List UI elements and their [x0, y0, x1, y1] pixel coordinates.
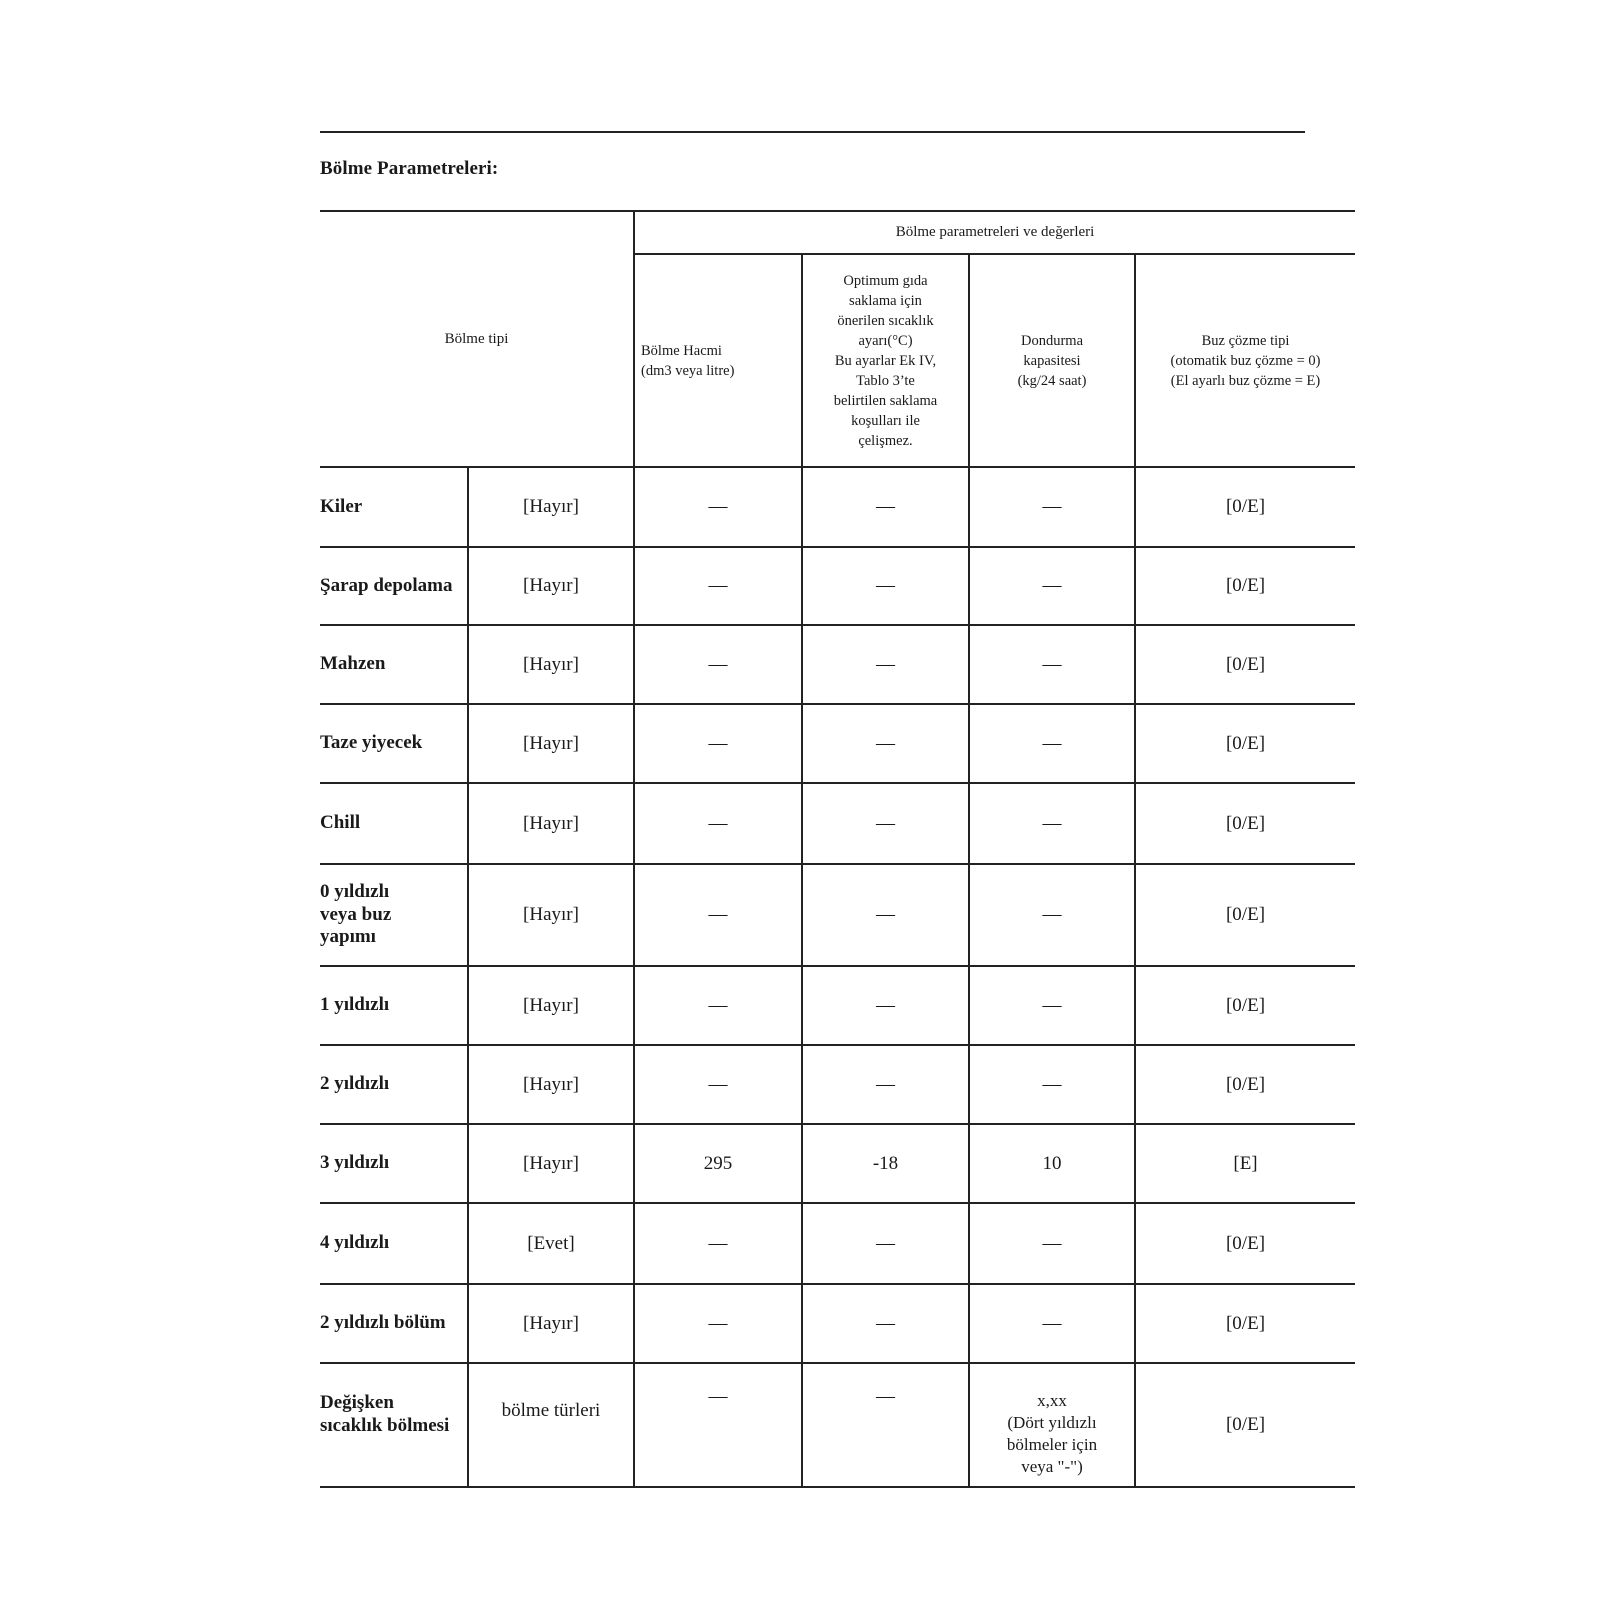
row-defrost: [0/E]	[1135, 966, 1355, 1045]
row-name: Taze yiyecek	[320, 704, 468, 783]
row-name: 4 yıldızlı	[320, 1203, 468, 1284]
table-row	[320, 467, 1355, 547]
row-temperature: —	[802, 783, 969, 864]
row-defrost: [0/E]	[1135, 1045, 1355, 1124]
row-capacity: —	[969, 864, 1135, 966]
row-temperature: —	[802, 1284, 969, 1363]
row-name: Mahzen	[320, 625, 468, 704]
column-header-temperature: Optimum gıda saklama için önerilen sıcaklık ayarı(°C) Bu ayarlar Ek IV, Tablo 3’te belirtilen saklama koşulları ile çelişmez.	[802, 254, 969, 467]
row-flag: [Hayır]	[468, 1045, 634, 1124]
table-row	[320, 1045, 1355, 1124]
row-capacity: —	[969, 467, 1135, 547]
row-flag: [Hayır]	[468, 864, 634, 966]
section-title: Bölme Parametreleri:	[320, 158, 499, 179]
row-defrost: [0/E]	[1135, 625, 1355, 704]
row-capacity: —	[969, 783, 1135, 864]
compartment-type-header: Bölme tipi	[320, 211, 634, 467]
row-temperature: —	[802, 864, 969, 966]
row-flag: [Hayır]	[468, 966, 634, 1045]
table-row	[320, 1124, 1355, 1203]
column-header-defrost-type: Buz çözme tipi (otomatik buz çözme = 0) (El ayarlı buz çözme = E)	[1135, 254, 1355, 467]
row-defrost: [0/E]	[1135, 547, 1355, 625]
row-volume: —	[634, 1284, 802, 1363]
row-defrost: [0/E]	[1135, 864, 1355, 966]
row-capacity: —	[969, 704, 1135, 783]
row-capacity: —	[969, 1045, 1135, 1124]
table-row	[320, 625, 1355, 704]
row-name: 1 yıldızlı	[320, 966, 468, 1045]
table-row	[320, 1284, 1355, 1363]
row-name: Şarap depolama	[320, 547, 468, 625]
row-defrost: [0/E]	[1135, 467, 1355, 547]
row-temperature: —	[802, 625, 969, 704]
table-row	[320, 1363, 1355, 1487]
row-capacity: —	[969, 966, 1135, 1045]
table-row	[320, 1203, 1355, 1284]
row-defrost: [0/E]	[1135, 1363, 1355, 1487]
row-volume: —	[634, 547, 802, 625]
table-row	[320, 783, 1355, 864]
top-divider	[320, 131, 1305, 133]
row-name: 2 yıldızlı bölüm	[320, 1284, 468, 1363]
row-volume: —	[634, 1203, 802, 1284]
row-name: 0 yıldızlı veya buz yapımı	[320, 864, 468, 966]
row-volume: —	[634, 1045, 802, 1124]
row-name: 3 yıldızlı	[320, 1124, 468, 1203]
row-defrost: [0/E]	[1135, 783, 1355, 864]
row-capacity: —	[969, 547, 1135, 625]
table-row	[320, 704, 1355, 783]
row-temperature: —	[802, 547, 969, 625]
row-volume: —	[634, 1363, 802, 1487]
column-header-freezing-capacity: Dondurma kapasitesi (kg/24 saat)	[969, 254, 1135, 467]
row-temperature: —	[802, 1203, 969, 1284]
row-defrost: [0/E]	[1135, 1284, 1355, 1363]
row-volume: —	[634, 783, 802, 864]
row-volume: —	[634, 625, 802, 704]
row-name: Kiler	[320, 467, 468, 547]
row-capacity: —	[969, 625, 1135, 704]
row-capacity: x,xx (Dört yıldızlı bölmeler için veya "-")	[969, 1363, 1135, 1487]
row-flag: [Hayır]	[468, 467, 634, 547]
row-temperature: —	[802, 467, 969, 547]
row-volume: —	[634, 467, 802, 547]
row-flag: [Hayır]	[468, 704, 634, 783]
row-flag: bölme türleri	[468, 1363, 634, 1487]
row-flag: [Hayır]	[468, 1284, 634, 1363]
row-capacity: 10	[969, 1124, 1135, 1203]
table-row	[320, 966, 1355, 1045]
row-capacity: —	[969, 1203, 1135, 1284]
row-flag: [Hayır]	[468, 547, 634, 625]
row-name: Chill	[320, 783, 468, 864]
row-defrost: [E]	[1135, 1124, 1355, 1203]
row-name: Değişken sıcaklık bölmesi	[320, 1363, 468, 1487]
column-header-volume: Bölme Hacmi (dm3 veya litre)	[634, 254, 802, 467]
row-volume: 295	[634, 1124, 802, 1203]
row-volume: —	[634, 704, 802, 783]
row-temperature: —	[802, 966, 969, 1045]
row-volume: —	[634, 966, 802, 1045]
row-flag: [Hayır]	[468, 1124, 634, 1203]
row-temperature: —	[802, 1363, 969, 1487]
table-row	[320, 547, 1355, 625]
row-temperature: —	[802, 1045, 969, 1124]
row-flag: [Hayır]	[468, 783, 634, 864]
row-defrost: [0/E]	[1135, 704, 1355, 783]
parameters-group-header: Bölme parametreleri ve değerleri	[634, 211, 1355, 254]
row-defrost: [0/E]	[1135, 1203, 1355, 1284]
compartment-parameters-table	[320, 210, 1355, 1488]
row-temperature: —	[802, 704, 969, 783]
row-flag: [Evet]	[468, 1203, 634, 1284]
row-temperature: -18	[802, 1124, 969, 1203]
row-flag: [Hayır]	[468, 625, 634, 704]
row-name: 2 yıldızlı	[320, 1045, 468, 1124]
row-volume: —	[634, 864, 802, 966]
table-row	[320, 864, 1355, 966]
row-capacity: —	[969, 1284, 1135, 1363]
